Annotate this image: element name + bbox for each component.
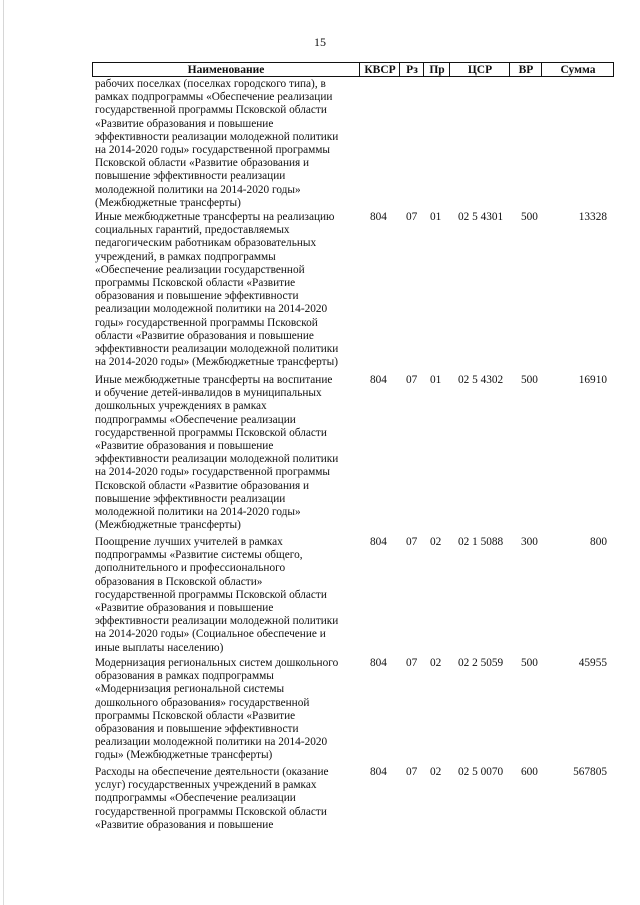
table-header xyxy=(92,62,614,77)
row-kvsr: 804 xyxy=(370,211,387,223)
row-sum: 567805 xyxy=(573,766,607,778)
row-name: Поощрение лучших учителей в рамках подпрограммы «Развитие системы общего, дополнительного и профессионального образования в Псковской области» государственной программы Псковской области «Развитие образования и повышение эффективности реализации молодежной политики на 2014-2020 годы» (Социальное обеспечение и иные выплаты населению) xyxy=(95,536,339,654)
row-csr: 02 5 0070 xyxy=(458,766,504,778)
row-sum: 45955 xyxy=(578,657,607,669)
header-name: Наименование xyxy=(187,64,265,76)
row-vr: 500 xyxy=(521,374,538,386)
row-name: Расходы на обеспечение деятельности (оказание услуг) государственных учреждений в рамках подпрограммы «Обеспечение реализации государственной программы Псковской области «Развитие образования и повышение xyxy=(95,766,329,831)
row-csr: 02 1 5088 xyxy=(458,536,504,548)
row-rz: 07 xyxy=(406,657,418,669)
header-sum: Сумма xyxy=(541,63,614,76)
row-vr: 500 xyxy=(521,657,538,669)
row-sum: 16910 xyxy=(578,374,607,386)
row-csr: 02 2 5059 xyxy=(458,657,504,669)
row-vr: 600 xyxy=(521,766,538,778)
row-rz: 07 xyxy=(406,374,418,386)
row-kvsr: 804 xyxy=(370,536,387,548)
row-kvsr: 804 xyxy=(370,657,387,669)
page-number: 15 xyxy=(314,35,326,49)
row-csr: 02 5 4301 xyxy=(458,211,504,223)
row-vr: 500 xyxy=(521,211,538,223)
scan-edge xyxy=(3,0,4,905)
header-vr: ВР xyxy=(509,63,542,76)
row-sum: 800 xyxy=(590,536,607,548)
header-rz: Рз xyxy=(399,63,424,76)
row-csr: 02 5 4302 xyxy=(458,374,504,386)
header-kvsr: КВСР xyxy=(359,63,400,76)
row-rz: 07 xyxy=(406,536,418,548)
row-name: рабочих поселках (поселках городского типа), в рамках подпрограммы «Обеспечение реализации государственной программы Псковской области «Развитие образования и повышение эффективности реализации молодежной политики на 2014-2020 годы» государственной программы Псковской области «Развитие образования и повышение эффективности реализации молодежной политики на 2014-2020 годы» (Межбюджетные трансферты) xyxy=(95,78,339,209)
row-name: Модернизация региональных систем дошкольного образования в рамках подпрограммы «Модернизация региональной системы дошкольного образования» государственной программы Псковской области «Развитие образования и повышение эффективности реализации молодежной политики на 2014-2020 годы» (Межбюджетные трансферты) xyxy=(95,657,339,762)
row-pr: 01 xyxy=(430,374,442,386)
row-kvsr: 804 xyxy=(370,374,387,386)
header-pr: Пр xyxy=(423,63,450,76)
row-pr: 01 xyxy=(430,211,442,223)
row-pr: 02 xyxy=(430,536,442,548)
row-name: Иные межбюджетные трансферты на реализацию социальных гарантий, предоставляемых педагогическим работникам образовательных учреждений, в рамках подпрограммы «Обеспечение реализации государственной программы Псковской области «Развитие образования и повышение эффективности реализации молодежной политики на 2014-2020 годы» государственной программы Псковской области «Развитие образования и повышение эффективности реализации молодежной политики на 2014-2020 годы» (Межбюджетные трансферты) xyxy=(95,211,339,369)
row-sum: 13328 xyxy=(578,211,607,223)
row-name: Иные межбюджетные трансферты на воспитание и обучение детей-инвалидов в муниципальных дошкольных учреждениях в рамках подпрограммы «Обеспечение реализации государственной программы Псковской области «Развитие образования и повышение эффективности реализации молодежной политики на 2014-2020 годы» государственной программы Псковской области «Развитие образования и повышение эффективности реализации молодежной политики на 2014-2020 годы» (Межбюджетные трансферты) xyxy=(95,374,339,532)
row-rz: 07 xyxy=(406,766,418,778)
row-rz: 07 xyxy=(406,211,418,223)
row-vr: 300 xyxy=(521,536,538,548)
row-kvsr: 804 xyxy=(370,766,387,778)
row-pr: 02 xyxy=(430,657,442,669)
row-pr: 02 xyxy=(430,766,442,778)
header-csr: ЦСР xyxy=(449,63,510,76)
